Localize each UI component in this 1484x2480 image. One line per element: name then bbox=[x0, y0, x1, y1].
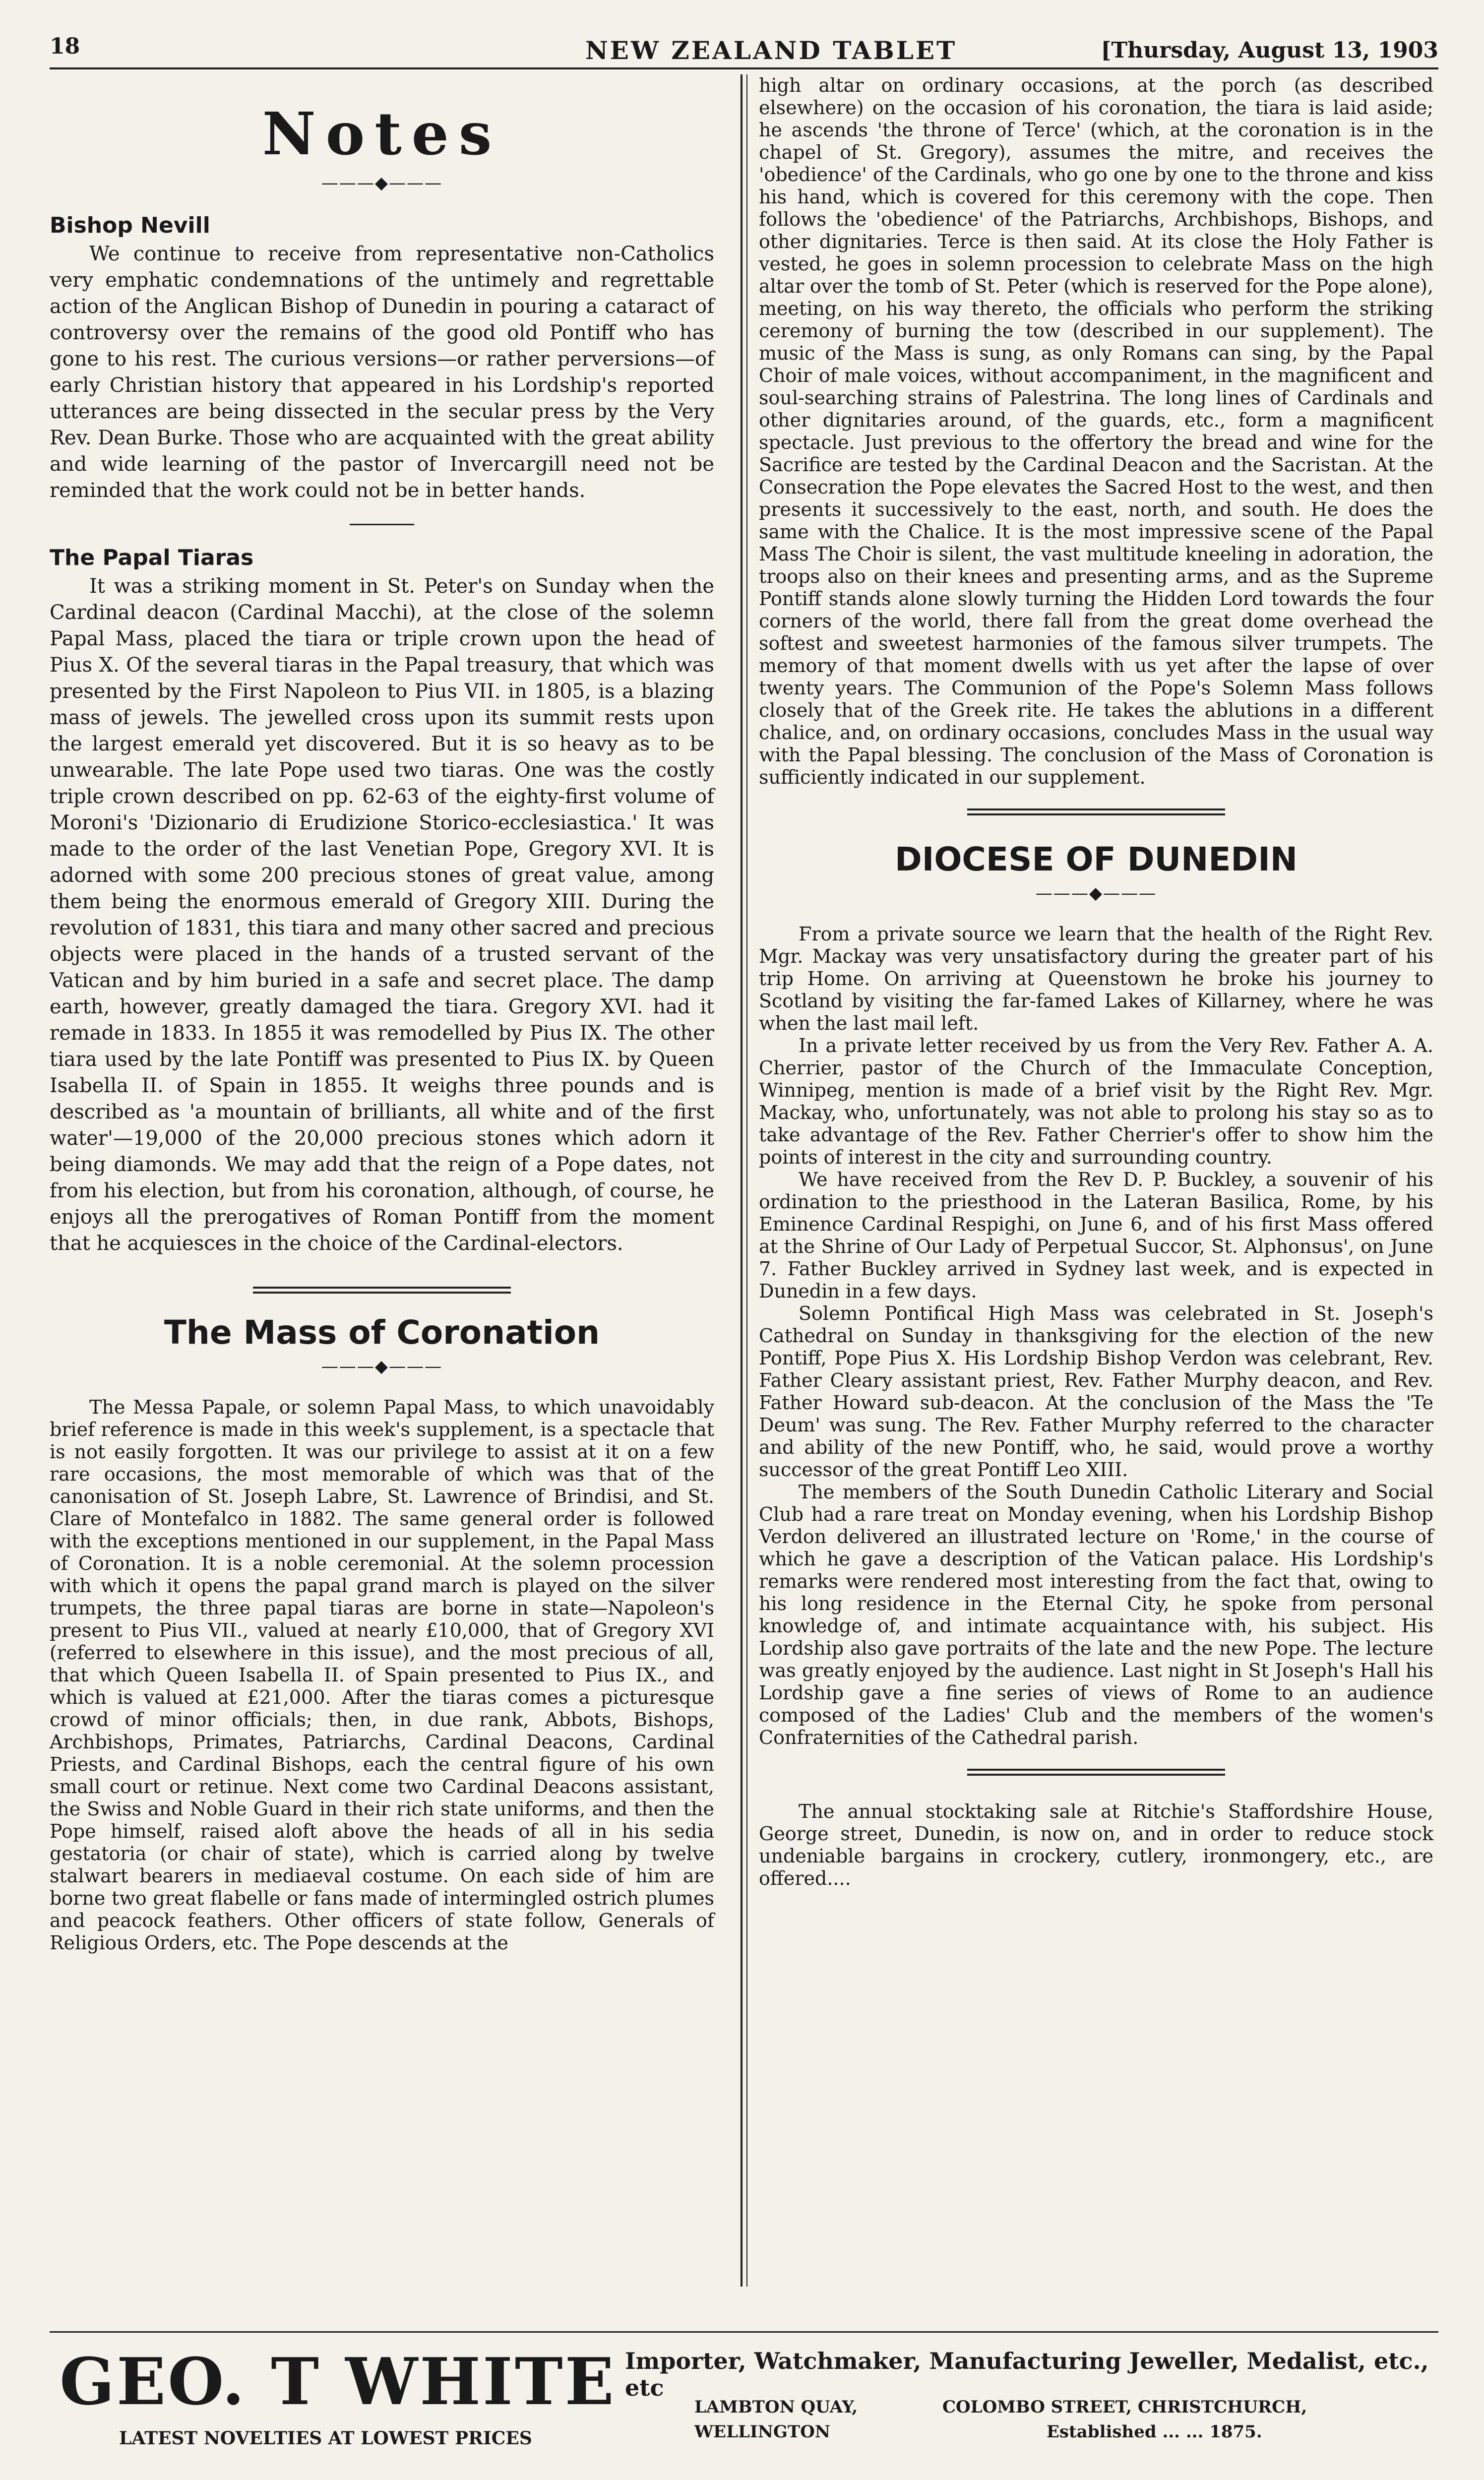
advertiser-established: Established ... ... 1875. bbox=[1047, 2422, 1262, 2442]
mass-continued-text: high altar on ordinary occasions, at the porch (as described elsewhere) on the occasion of his coronation, the tiara is laid aside; he ascends 'the throne of Terce' (which, at the coronation is in the chapel of St. Gregory), assumes the mitre, and receives the 'obedience' of the Cardinals, who go one by one to the throne and kiss his hand, which is covered for this ceremony with the cope. Then follows the 'obedience' of the Patriarchs, Archbishops, Bishops, and other dignitaries. Terce is then said. At its close the Holy Father is vested, he goes in solemn procession to celebrate Mass on the high altar over the tomb of St. Peter (which is reserved for the Pope alone), meeting, on his way thereto, the officials who perform the striking ceremony of burning the tow (described in our supplement). The music of the Mass is sung, as only Romans can sing, by the Papal Choir of male voices, without accompaniment, in the magnificent and soul-searching strains of Palestrina. The long lines of Cardinals and other dignitaries around, of the guards, etc., form a magnificent spectacle. Just previous to the offertory the bread and wine for the Sacrifice are tested by the Cardinal Deacon and the Sacristan. At the Consecration the Pope elevates the Sacred Host to the west, and then presents it successively to the east, north, and south. He does the same with the Chalice. It is the most impressive scene of the Papal Mass The Choir is silent, the vast multitude kneeling in adoration, the troops also on their knees and presenting arms, and as the Supreme Pontiff stands alone slowly turning the Hidden Lord towards the four corners of the world, there fall from the great dome overhead the softest and sweetest harmonies of the famous silver trumpets. The memory of that moment dwells with us yet after the lapse of over twenty years. The Communion of the Pope's Solemn Mass follows closely that of the Greek rite. He takes the ablutions in a different chalice, and, on ordinary occasions, concludes Mass in the usual way with the Papal blessing. The conclusion of the Mass of Coronation is sufficiently indicated in our supplement. bbox=[759, 74, 1433, 788]
diocese-paragraph: In a private letter received by us from the Very Rev. Father A. A. Cherrier, pastor of the Church of the Immaculate Conception, Winnipeg, mention is made of a brief visit by the Right Rev. Mgr. Mackay, who, unfortunately, was not able to prolong his stay so as to take advantage of the Rev. Father Cherrier's offer to show him the points of interest in the city and surrounding country. bbox=[759, 1035, 1433, 1168]
short-rule bbox=[350, 524, 414, 525]
notes-title: Notes bbox=[262, 99, 502, 168]
advertiser-trade: Importer, Watchmaker, Manufacturing Jeweller, Medalist, etc., etc bbox=[625, 2348, 1429, 2401]
section-rule-3 bbox=[967, 1769, 1225, 1776]
mass-of-coronation-title: The Mass of Coronation bbox=[164, 1313, 600, 1352]
advertiser-address-wellington-street: LAMBTON QUAY, bbox=[694, 2397, 858, 2417]
masthead: NEW ZEALAND TABLET bbox=[585, 36, 957, 65]
bishop-nevill-text: We continue to receive from representative non-Catholics very emphatic condemnations of the untimely and regrettable action of the Anglican Bishop of Dunedin in pouring a cataract of controversy over the remains of the good old Pontiff who has gone to his rest. The curious versions—or rather perversions—of early Christian history that appeared in his Lordship's reported utterances are being dissected in the secular press by the Very Rev. Dean Burke. Those who are acquainted with the great ability and wide learning of the pastor of Invercargill need not be reminded that the work could not be in better hands. bbox=[50, 243, 714, 502]
diocese-paragraph: Solemn Pontifical High Mass was celebrated in St. Joseph's Cathedral on Sunday in thanksgiving for the election of the new Pontiff, Pope Pius X. His Lordship Bishop Verdon was celebrant, Rev. Father Cleary assistant priest, Rev. Father Murphy deacon, and Rev. Father Howard sub-deacon. At the conclusion of the Mass the 'Te Deum' was sung. The Rev. Father Murphy referred to the character and ability of the new Pontiff, who, he said, would prove a worthy successor of the great Pontiff Leo XIII. bbox=[759, 1302, 1433, 1481]
right-column bbox=[759, 74, 1433, 1890]
section-rule bbox=[253, 1287, 511, 1294]
ornament-divider: ———◆——— bbox=[321, 173, 443, 193]
mass-of-coronation-text: The Messa Papale, or solemn Papal Mass, to which unavoidably brief reference is made in this week's supplement, is a spectacle that is not easily forgotten. It was our privilege to assist at it on a few rare occasions, the most memorable of which was that of the canonisation of St. Joseph Labre, St. Lawrence of Brindisi, and St. Clare of Montefalco in 1882. The same general order is followed with the exceptions mentioned in our supplement, in the Papal Mass of Coronation. It is a noble ceremonial. At the solemn procession with which it opens the papal grand march is played on the silver trumpets, the three papal tiaras are borne in state—Napoleon's present to Pius VII., valued at nearly £10,000, that of Gregory XVI (referred to elsewhere in this issue), and the most precious of all, that which Queen Isabella II. of Spain presented to Pius IX., and which is valued at £21,000. After the tiaras comes a picturesque crowd of minor officials; then, in due rank, Abbots, Bishops, Archbishops, Primates, Patriarchs, Cardinal Deacons, Cardinal Priests, and Cardinal Bishops, each the central figure of his own small court or retinue. Next come two Cardinal Deacons assistant, the Swiss and Noble Guard in their rich state uniforms, and then the Pope himself, raised aloft above the heads of all in his sedia gestatoria (or chair of state), which is carried along by twelve stalwart bearers in mediaeval costume. On each side of him are borne two great flabelle or fans made of intermingled ostrich plumes and peacock feathers. Other officers of state follow, Generals of Religious Orders, etc. The Pope descends at the bbox=[50, 1396, 714, 1954]
page-number: 18 bbox=[50, 34, 80, 59]
column-rule bbox=[741, 74, 742, 2287]
section-rule-2 bbox=[967, 808, 1225, 815]
column-rule-inner bbox=[746, 74, 747, 2287]
advertiser-address-christchurch: COLOMBO STREET, CHRISTCHURCH, bbox=[942, 2397, 1307, 2417]
stocktaking-notice: The annual stocktaking sale at Ritchie's Staffordshire House, George street, Dunedin, is now on, and in order to reduce stock undeniable bargains in crockery, cutlery, ironmongery, etc., are offered.... bbox=[759, 1800, 1433, 1889]
diocese-paragraph: From a private source we learn that the health of the Right Rev. Mgr. Mackay was very unsatisfactory during the greater part of his trip Home. On arriving at Queenstown he broke his journey to Scotland by visiting the far-famed Lakes of Killarney, where he was when the last mail left. bbox=[759, 923, 1433, 1034]
bishop-nevill-heading: Bishop Nevill bbox=[50, 213, 210, 238]
papal-tiaras-text: It was a striking moment in St. Peter's on Sunday when the Cardinal deacon (Cardinal Macchi), at the close of the solemn Papal Mass, placed the tiara or triple crown upon the head of Pius X. Of the several tiaras in the Papal treasury, that which was presented by the First Napoleon to Pius VII. in 1805, is a blazing mass of jewels. The jewelled cross upon its summit rests upon the largest emerald yet discovered. But it is so heavy as to be unwearable. The late Pope used two tiaras. One was the costly triple crown described on pp. 62-63 of the eighty-first volume of Moroni's 'Dizionario di Erudizione Storico-ecclesiastica.' It was made to the order of the last Venetian Pope, Gregory XVI. It is adorned with some 200 precious stones of great value, among them being the enormous emerald of Gregory XIII. During the revolution of 1831, this tiara and many other sacred and precious objects were placed in the hands of a trusted servant of the Vatican and by him buried in a safe and secret place. The damp earth, however, greatly damaged the tiara. Gregory XVI. had it remade in 1833. In 1855 it was remodelled by Pius IX. The other tiara used by the late Pontiff was presented to Pius IX. by Queen Isabella II. of Spain in 1855. It weighs three pounds and is described as 'a mountain of brilliants, all white and of the first water'—19,000 of the 20,000 precious stones which adorn it being diamonds. We may add that the reign of a Pope dates, not from his election, but from his coronation, although, of course, he enjoys all the prerogatives of Roman Pontiff from the moment that he acquiesces in the choice of the Cardinal-electors. bbox=[50, 575, 714, 1255]
diocese-paragraph: We have received from the Rev D. P. Buckley, a souvenir of his ordination to the priesthood in the Lateran Basilica, Rome, by his Eminence Cardinal Respighi, on June 6, and of his first Mass offered at the Shrine of Our Lady of Perpetual Succor, St. Alphonsus', on June 7. Father Buckley arrived in Sydney last week, and is expected in Dunedin in a few days. bbox=[759, 1169, 1433, 1302]
advertiser-address-wellington: WELLINGTON bbox=[694, 2422, 830, 2442]
diocese-title: DIOCESE OF DUNEDIN bbox=[894, 840, 1298, 878]
advertiser-slogan: LATEST NOVELTIES AT LOWEST PRICES bbox=[119, 2428, 532, 2449]
advertisement bbox=[50, 2331, 1438, 2462]
ornament-divider-3: ———◆——— bbox=[1035, 883, 1157, 903]
diocese-paragraph: The members of the South Dunedin Catholic Literary and Social Club had a rare treat on Monday evening, when his Lordship Bishop Verdon delivered an illustrated lecture on 'Rome,' in the course of which he gave a description of the Vatican palace. His Lordship's remarks were rendered most interesting from the fact that, owing to his long residence in the Eternal City, he spoke from personal knowledge of, and intimate acquaintance with, his subject. His Lordship also gave portraits of the late and the new Pope. The lecture was greatly enjoyed by the audience. Last night in St Joseph's Hall his Lordship gave a fine series of views of Rome to an audience composed of the Ladies' Club and the members of the women's Confraternities of the Cathedral parish. bbox=[759, 1481, 1433, 1748]
papal-tiaras-heading: The Papal Tiaras bbox=[50, 545, 254, 570]
page-header bbox=[50, 31, 1438, 70]
left-column bbox=[50, 74, 714, 1954]
advertiser-name: GEO. T WHITE bbox=[60, 2344, 616, 2419]
issue-date: [Thursday, August 13, 1903 bbox=[1101, 38, 1438, 63]
header-rule bbox=[50, 67, 1438, 69]
ornament-divider-2: ———◆——— bbox=[321, 1357, 443, 1376]
